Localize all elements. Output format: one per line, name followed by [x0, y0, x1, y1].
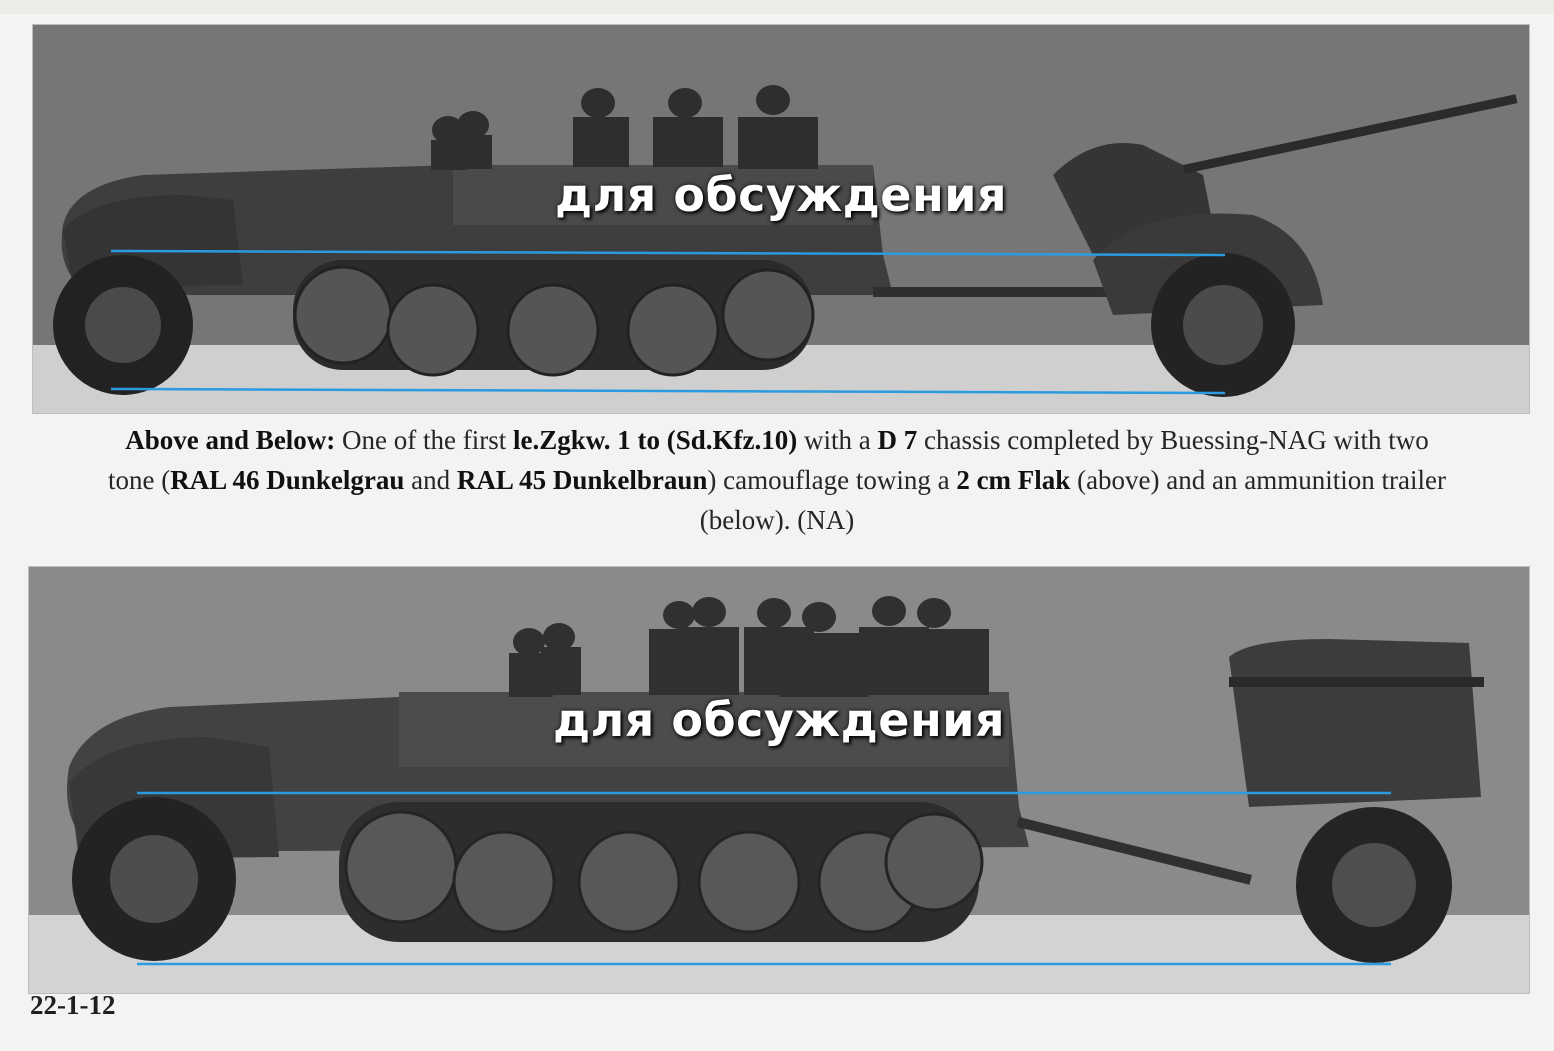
caption-chassis: D 7 — [877, 425, 918, 455]
top-photo — [32, 24, 1530, 414]
bottom-watermark: для обсуждения — [552, 693, 1006, 747]
caption-text-4: and — [404, 465, 457, 495]
bottom-photo — [28, 566, 1530, 994]
top-watermark: для обсуждения — [554, 168, 1008, 222]
caption-text-1: One of the first — [335, 425, 513, 455]
caption-lead: Above and Below: — [125, 425, 336, 455]
caption-text-2: with a — [797, 425, 878, 455]
page-top-strip — [0, 0, 1554, 14]
caption-text-6: (above) and an ammunition trailer (below). (NA) — [699, 465, 1446, 535]
caption-vehicle-designation: le.Zgkw. 1 to (Sd.Kfz.10) — [513, 425, 798, 455]
page-number: 22-1-12 — [30, 990, 116, 1020]
caption-gun: 2 cm Flak — [956, 465, 1071, 495]
bottom-photo-illustration — [29, 567, 1529, 993]
caption-color-2: RAL 45 Dunkelbraun — [456, 465, 708, 495]
caption-text-3: chassis completed by Buessing-NAG with two tone ( — [108, 425, 1429, 495]
photo-caption — [100, 420, 1454, 540]
caption-text-5: ) camouflage towing a — [707, 465, 957, 495]
caption-color-1: RAL 46 Dunkelgrau — [170, 465, 405, 495]
